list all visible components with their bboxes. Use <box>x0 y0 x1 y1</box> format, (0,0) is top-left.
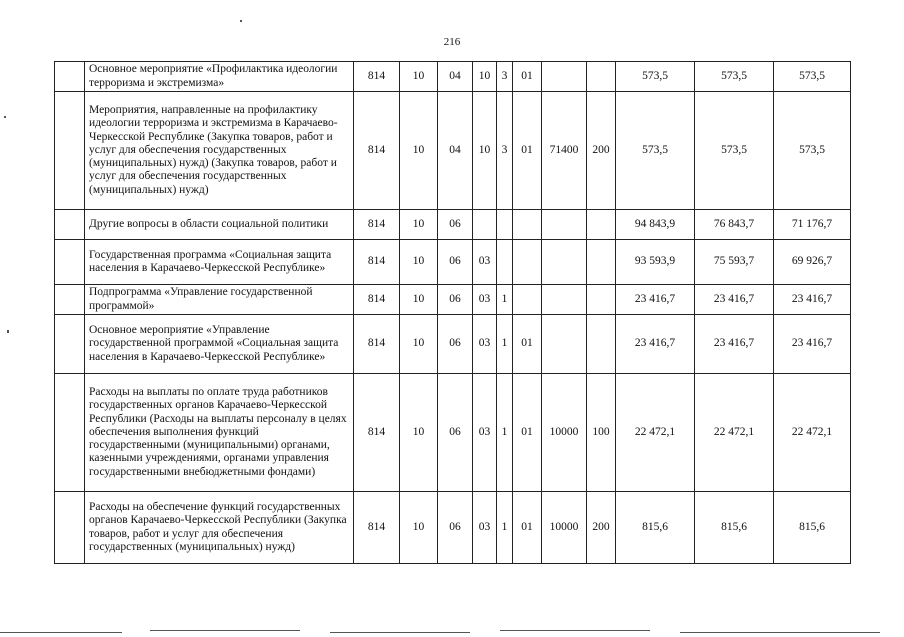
admin-code: 814 <box>354 374 400 492</box>
section-code: 10 <box>400 92 438 210</box>
subprogram-code: 1 <box>497 285 513 315</box>
row-name: Подпрограмма «Управление государственной программой» <box>85 285 354 315</box>
blank-cell <box>55 210 85 240</box>
amount-year-2: 573,5 <box>695 92 774 210</box>
scan-dot <box>4 116 6 118</box>
event-code: 01 <box>513 92 542 210</box>
section-code: 10 <box>400 285 438 315</box>
table-row <box>55 285 851 315</box>
amount-year-1: 23 416,7 <box>616 315 695 374</box>
subsection-code: 06 <box>438 210 473 240</box>
program-code: 03 <box>473 240 497 285</box>
event-code <box>513 285 542 315</box>
table-row <box>55 240 851 285</box>
table-row <box>55 62 851 92</box>
amount-year-3: 23 416,7 <box>774 315 851 374</box>
admin-code: 814 <box>354 210 400 240</box>
row-name: Другие вопросы в области социальной политики <box>85 210 354 240</box>
amount-year-2: 75 593,7 <box>695 240 774 285</box>
amount-year-2: 23 416,7 <box>695 285 774 315</box>
subsection-code: 06 <box>438 492 473 564</box>
section-code: 10 <box>400 315 438 374</box>
blank-cell <box>55 492 85 564</box>
subprogram-code: 1 <box>497 315 513 374</box>
program-code: 03 <box>473 315 497 374</box>
table-row <box>55 374 851 492</box>
program-code: 03 <box>473 374 497 492</box>
section-code: 10 <box>400 374 438 492</box>
section-code: 10 <box>400 62 438 92</box>
subsection-code: 06 <box>438 374 473 492</box>
amount-year-1: 815,6 <box>616 492 695 564</box>
amount-year-1: 94 843,9 <box>616 210 695 240</box>
scan-dot <box>7 330 9 333</box>
blank-cell <box>55 374 85 492</box>
subsection-code: 06 <box>438 315 473 374</box>
amount-year-2: 573,5 <box>695 62 774 92</box>
blank-cell <box>55 62 85 92</box>
table-row <box>55 210 851 240</box>
row-name: Расходы на выплаты по оплате труда работников государственных органов Карачаево-Черкесской Республики (Расходы на выплаты персоналу в целях обеспечения выполнения функций государственными (муниципальными) органами, казенными учреждениями, органами управления государственными внебюджетными фондами) <box>85 374 354 492</box>
program-code: 10 <box>473 62 497 92</box>
section-code: 10 <box>400 492 438 564</box>
amount-year-3: 71 176,7 <box>774 210 851 240</box>
amount-year-1: 22 472,1 <box>616 374 695 492</box>
subprogram-code: 1 <box>497 374 513 492</box>
subprogram-code: 3 <box>497 92 513 210</box>
table-row <box>55 315 851 374</box>
page-number: 216 <box>443 36 461 48</box>
blank-cell <box>55 92 85 210</box>
direction-code <box>542 315 587 374</box>
section-code: 10 <box>400 210 438 240</box>
amount-year-2: 23 416,7 <box>695 315 774 374</box>
section-code: 10 <box>400 240 438 285</box>
direction-code <box>542 240 587 285</box>
budget-table <box>54 61 851 564</box>
program-code <box>473 210 497 240</box>
direction-code: 10000 <box>542 492 587 564</box>
scan-rule <box>150 630 300 631</box>
expense-type: 200 <box>587 492 616 564</box>
expense-type <box>587 315 616 374</box>
subprogram-code <box>497 240 513 285</box>
admin-code: 814 <box>354 62 400 92</box>
scan-dot <box>240 20 242 22</box>
amount-year-3: 815,6 <box>774 492 851 564</box>
scan-rule <box>0 632 122 633</box>
row-name: Мероприятия, направленные на профилактику идеологии терроризма и экстремизма в Карачаево-Черкесской Республике (Закупка товаров, работ и услуг для обеспечения государственных (муниципальных) нужд) (Закупка товаров, работ и услуг для обеспечения государственных (муниципальных) нужд) <box>85 92 354 210</box>
program-code: 10 <box>473 92 497 210</box>
blank-cell <box>55 285 85 315</box>
scan-rule <box>680 632 880 633</box>
subprogram-code <box>497 210 513 240</box>
direction-code <box>542 285 587 315</box>
program-code: 03 <box>473 285 497 315</box>
program-code: 03 <box>473 492 497 564</box>
expense-type <box>587 210 616 240</box>
subsection-code: 04 <box>438 92 473 210</box>
admin-code: 814 <box>354 285 400 315</box>
amount-year-1: 573,5 <box>616 62 695 92</box>
admin-code: 814 <box>354 240 400 285</box>
table-row <box>55 92 851 210</box>
table-row <box>55 492 851 564</box>
event-code: 01 <box>513 62 542 92</box>
subprogram-code: 1 <box>497 492 513 564</box>
subsection-code: 06 <box>438 240 473 285</box>
blank-cell <box>55 240 85 285</box>
amount-year-3: 23 416,7 <box>774 285 851 315</box>
subsection-code: 04 <box>438 62 473 92</box>
amount-year-2: 76 843,7 <box>695 210 774 240</box>
amount-year-1: 93 593,9 <box>616 240 695 285</box>
event-code <box>513 210 542 240</box>
blank-cell <box>55 315 85 374</box>
event-code <box>513 240 542 285</box>
amount-year-1: 573,5 <box>616 92 695 210</box>
scan-rule <box>500 630 650 631</box>
admin-code: 814 <box>354 492 400 564</box>
expense-type: 200 <box>587 92 616 210</box>
event-code: 01 <box>513 492 542 564</box>
scan-rule <box>330 632 470 633</box>
amount-year-3: 22 472,1 <box>774 374 851 492</box>
direction-code <box>542 62 587 92</box>
row-name: Государственная программа «Социальная защита населения в Карачаево-Черкесской Республике» <box>85 240 354 285</box>
expense-type <box>587 285 616 315</box>
amount-year-2: 22 472,1 <box>695 374 774 492</box>
event-code: 01 <box>513 315 542 374</box>
expense-type: 100 <box>587 374 616 492</box>
subsection-code: 06 <box>438 285 473 315</box>
row-name: Основное мероприятие «Профилактика идеологии терроризма и экстремизма» <box>85 62 354 92</box>
amount-year-2: 815,6 <box>695 492 774 564</box>
amount-year-3: 573,5 <box>774 62 851 92</box>
row-name: Расходы на обеспечение функций государственных органов Карачаево-Черкесской Республики (Закупка товаров, работ и услуг для обеспечения государственных (муниципальных) нужд) <box>85 492 354 564</box>
subprogram-code: 3 <box>497 62 513 92</box>
event-code: 01 <box>513 374 542 492</box>
expense-type <box>587 240 616 285</box>
row-name: Основное мероприятие «Управление государственной программой «Социальная защита населения в Карачаево-Черкесской Республике» <box>85 315 354 374</box>
direction-code <box>542 210 587 240</box>
admin-code: 814 <box>354 92 400 210</box>
amount-year-3: 69 926,7 <box>774 240 851 285</box>
admin-code: 814 <box>354 315 400 374</box>
direction-code: 10000 <box>542 374 587 492</box>
direction-code: 71400 <box>542 92 587 210</box>
amount-year-3: 573,5 <box>774 92 851 210</box>
expense-type <box>587 62 616 92</box>
amount-year-1: 23 416,7 <box>616 285 695 315</box>
